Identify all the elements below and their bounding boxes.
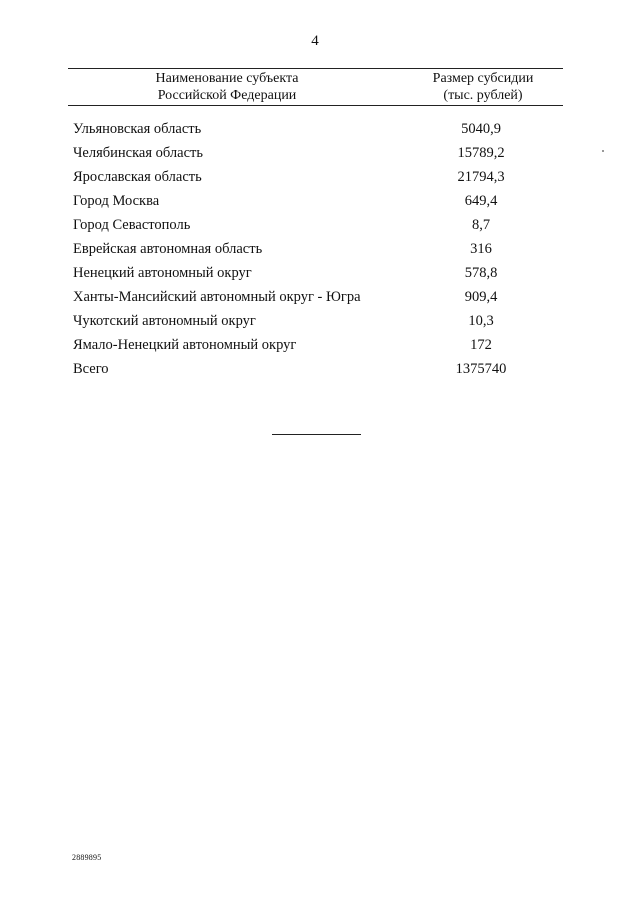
table-row	[73, 119, 553, 143]
header-subsidy-amount	[403, 70, 563, 104]
document-code: 2889895	[72, 853, 102, 862]
subsidy-amount: 21794,3	[457, 169, 505, 185]
region-name: Город Москва	[73, 193, 160, 209]
subsidy-amount: 8,7	[471, 217, 491, 233]
region-name: Город Севастополь	[73, 217, 191, 233]
table-row	[73, 143, 553, 167]
header-subsidy-amount-line-2: (тыс. рублей)	[443, 88, 523, 103]
end-of-table-rule	[272, 434, 361, 435]
header-region-name-line-1: Наименование субъекта	[155, 71, 299, 86]
table-row-total	[73, 359, 553, 383]
total-amount: 1375740	[455, 361, 507, 377]
table-row	[73, 311, 553, 335]
region-name: Ямало-Ненецкий автономный округ	[73, 337, 297, 353]
table-row	[73, 167, 553, 191]
table-row	[73, 215, 553, 239]
subsidy-amount: 10,3	[468, 313, 494, 329]
region-name: Еврейская автономная область	[73, 241, 263, 257]
subsidy-amount: 5040,9	[461, 121, 501, 137]
region-name: Ярославская область	[73, 169, 202, 185]
header-region-name	[68, 70, 386, 104]
page-number: 4	[311, 33, 319, 49]
region-name: Ненецкий автономный округ	[73, 265, 252, 281]
subsidy-amount: 316	[470, 241, 492, 257]
subsidy-amount: 909,4	[464, 289, 498, 305]
subsidy-amount: 172	[470, 337, 492, 353]
subsidy-amount: 15789,2	[457, 145, 505, 161]
table-row	[73, 191, 553, 215]
subsidy-amount: 649,4	[464, 193, 498, 209]
table-row	[73, 263, 553, 287]
table-row	[73, 239, 553, 263]
region-name: Ханты-Мансийский автономный округ - Югра	[73, 289, 361, 305]
total-label: Всего	[73, 361, 109, 377]
region-name: Чукотский автономный округ	[73, 313, 256, 329]
region-name: Челябинская область	[73, 145, 203, 161]
table-row	[73, 335, 553, 359]
scan-speck	[602, 150, 604, 152]
table-row	[73, 287, 553, 311]
table-header	[68, 68, 563, 106]
table-body	[73, 119, 553, 383]
header-subsidy-amount-line-1: Размер субсидии	[432, 71, 534, 86]
header-region-name-line-2: Российской Федерации	[157, 88, 297, 103]
subsidy-amount: 578,8	[464, 265, 498, 281]
region-name: Ульяновская область	[73, 121, 202, 137]
